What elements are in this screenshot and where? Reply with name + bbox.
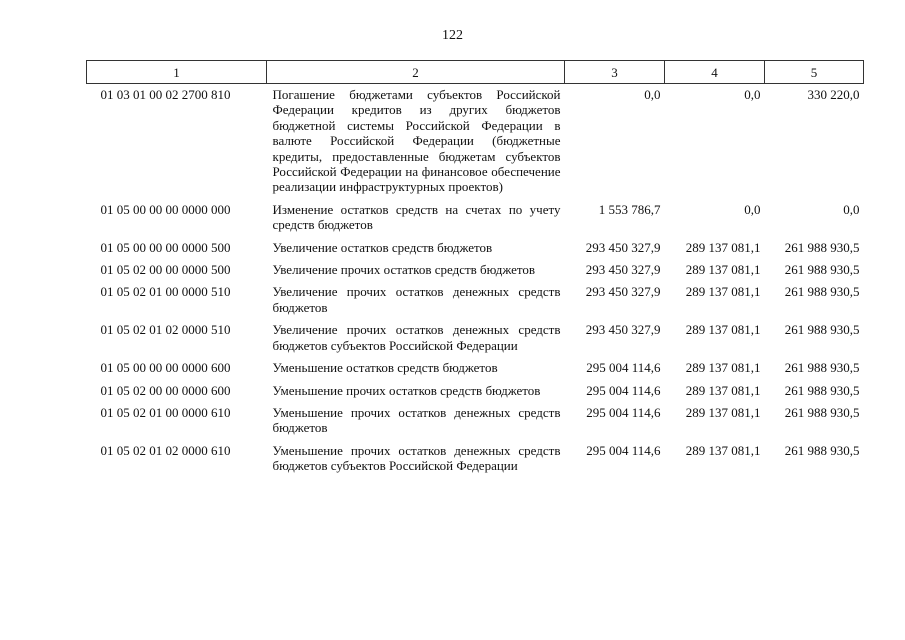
row-code: 01 05 02 01 02 0000 510 — [100, 322, 231, 338]
row-value-col5: 261 988 930,5 — [784, 404, 860, 420]
row-value-col5: 330 220,0 — [807, 87, 860, 102]
row-value-col4: 289 137 081,1 — [685, 360, 761, 376]
table-row — [87, 443, 864, 481]
header-col-4: 4 — [665, 61, 765, 84]
row-code: 01 05 00 00 00 0000 000 — [100, 201, 231, 217]
row-value-col4: 289 137 081,1 — [685, 382, 761, 398]
row-value-col5: 0,0 — [843, 201, 860, 217]
row-value-col4: 289 137 081,1 — [685, 322, 761, 338]
row-value-col4: 289 137 081,1 — [685, 442, 761, 458]
row-code: 01 05 00 00 00 0000 500 — [100, 239, 231, 255]
row-value-col3: 1 553 786,7 — [598, 201, 661, 217]
table-row — [87, 262, 864, 284]
table-body — [87, 84, 864, 481]
row-name: Уменьшение прочих остатков средств бюджетов — [272, 382, 541, 398]
table-row — [87, 322, 864, 360]
row-value-col4: 289 137 081,1 — [685, 239, 761, 255]
table-row — [87, 360, 864, 382]
row-code: 01 05 02 00 00 0000 500 — [100, 262, 231, 278]
table-row — [87, 240, 864, 262]
row-name: Погашение бюджетами субъектов Российской Федерации кредитов из других бюджетов бюджетной системы Российской Федерации в валюте Российской Федерации (бюджетные кредиты, предоставленные бюджетам субъектов Российской Федерации на финансовое обеспечение реализации инфраструктурных проектов) — [272, 87, 561, 195]
row-value-col3: 293 450 327,9 — [585, 239, 661, 255]
table-row — [87, 383, 864, 405]
row-value-col3: 295 004 114,6 — [586, 442, 661, 458]
row-code: 01 03 01 00 02 2700 810 — [100, 87, 231, 102]
row-name: Увеличение прочих остатков денежных средств бюджетов — [272, 284, 561, 315]
page-number: 122 — [442, 28, 463, 43]
row-name: Уменьшение остатков средств бюджетов — [272, 360, 498, 376]
row-name: Уменьшение прочих остатков денежных средств бюджетов — [272, 404, 561, 436]
row-code: 01 05 02 01 00 0000 610 — [100, 404, 231, 420]
header-col-1: 1 — [87, 61, 267, 84]
budget-sources-table — [86, 60, 864, 481]
table-header — [87, 61, 864, 84]
row-value-col5: 261 988 930,5 — [784, 239, 860, 255]
table-row — [87, 202, 864, 240]
row-value-col4: 289 137 081,1 — [685, 284, 761, 300]
table-row — [87, 284, 864, 322]
row-code: 01 05 00 00 00 0000 600 — [100, 360, 231, 376]
row-value-col4: 0,0 — [744, 87, 761, 102]
header-col-3: 3 — [565, 61, 665, 84]
row-value-col4: 289 137 081,1 — [685, 262, 761, 278]
row-value-col3: 295 004 114,6 — [586, 404, 661, 420]
row-value-col3: 295 004 114,6 — [586, 382, 661, 398]
row-value-col4: 0,0 — [744, 201, 761, 217]
table-row — [87, 405, 864, 443]
row-name: Изменение остатков средств на счетах по учету средств бюджетов — [272, 201, 561, 233]
row-code: 01 05 02 01 00 0000 510 — [100, 284, 231, 300]
row-value-col5: 261 988 930,5 — [784, 322, 860, 338]
row-code: 01 05 02 01 02 0000 610 — [100, 442, 231, 458]
header-col-5: 5 — [765, 61, 864, 84]
row-value-col5: 261 988 930,5 — [784, 360, 860, 376]
row-value-col5: 261 988 930,5 — [784, 382, 860, 398]
row-name: Увеличение прочих остатков денежных средств бюджетов субъектов Российской Федерации — [272, 322, 561, 353]
row-value-col5: 261 988 930,5 — [784, 442, 860, 458]
header-row — [87, 61, 864, 84]
table-row — [87, 84, 864, 202]
row-value-col5: 261 988 930,5 — [784, 284, 860, 300]
header-col-2: 2 — [267, 61, 565, 84]
row-value-col4: 289 137 081,1 — [685, 404, 761, 420]
row-name: Увеличение остатков средств бюджетов — [272, 239, 493, 255]
row-name: Уменьшение прочих остатков денежных средств бюджетов субъектов Российской Федерации — [272, 442, 561, 474]
row-value-col3: 293 450 327,9 — [585, 262, 661, 278]
row-value-col3: 293 450 327,9 — [585, 322, 661, 338]
row-name: Увеличение прочих остатков средств бюджетов — [272, 262, 536, 278]
row-value-col3: 293 450 327,9 — [585, 284, 661, 300]
row-value-col5: 261 988 930,5 — [784, 262, 860, 278]
row-code: 01 05 02 00 00 0000 600 — [100, 382, 231, 398]
row-value-col3: 295 004 114,6 — [586, 360, 661, 376]
row-value-col3: 0,0 — [644, 87, 661, 102]
